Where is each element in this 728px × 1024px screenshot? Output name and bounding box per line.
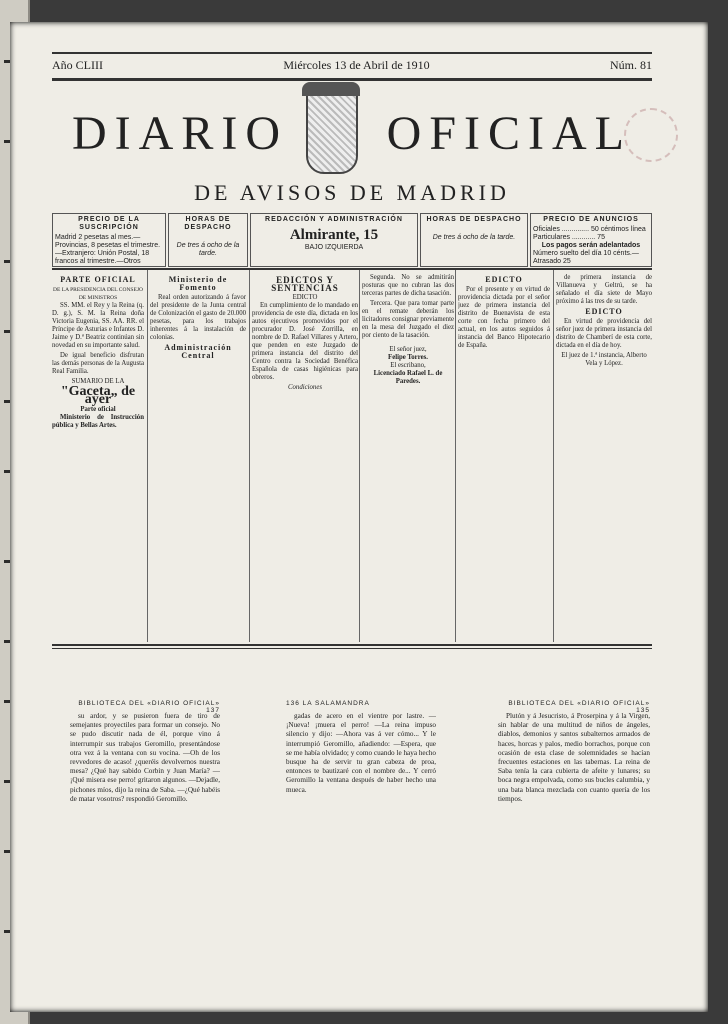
hours-title-right: HORAS DE DESPACHO — [426, 216, 522, 223]
editorial-box — [250, 213, 418, 267]
editorial-title: REDACCIÓN Y ADMINISTRACIÓN — [265, 216, 403, 223]
ads-title: PRECIO DE ANUNCIOS — [543, 216, 639, 223]
ads-line-1: Oficiales .............. 50 céntimos línea — [533, 226, 646, 233]
gaceta-heading: "Gaceta„ de ayer — [60, 384, 136, 407]
feuilleton-header-right: BIBLIOTECA DEL «DIARIO OFICIAL» 135 — [508, 700, 650, 714]
column-6 — [556, 274, 652, 640]
column-1-paragraph-1: SS. MM. el Rey y la Reina (q. D. g.), S. M. la Reina doña Victoria Eugenia, SS. AA. RR. el Príncipe de Asturias e Infantes D. Jaime y D.ª Beatriz continúan sin novedad en su importante salud. — [52, 302, 144, 349]
hours-box-left — [168, 213, 248, 267]
coat-of-arms-icon — [306, 90, 358, 174]
columns-top-rule — [52, 268, 652, 270]
parte-oficial-label: Parte oficial — [80, 406, 116, 413]
column-5-paragraph-1: Por el presente y en virtud de providencia dictada por el señor juez de primera instancia del distrito de Buenavista de esta corte con fecha primero del actual, en los autos seguidos á instancia del Banco Hipotecario de España. — [458, 286, 550, 349]
condiciones-label: Condiciones — [288, 384, 322, 391]
sumario-label: SUMARIO DE LA — [71, 378, 125, 385]
signature-judge-label: El señor juez, — [389, 346, 427, 353]
column-1-paragraph-3: Ministerio de Instrucción pública y Bellas Artes. — [52, 414, 144, 429]
subscription-box — [52, 213, 166, 267]
title-right: OFICIAL — [386, 107, 632, 160]
column-divider — [553, 270, 554, 642]
column-divider — [455, 270, 456, 642]
feuilleton-text-center: gadas de acero en el vientre por lastre. —¡Nueva! ¡muera el perro! —La reina impuso silencio y dijo: —Ahora vas á ver cómo... Y le interrumpió Geromillo, añadiendo: —Espera, que se me había olvidado; y como cuando le haya hecho busque ha de servir tu gran cabeza de proa, entonces te bautizaré con el nombre de... Y cerró Geromillo la ventana después de haber hecho una mueca. — [286, 712, 436, 794]
signature-judge-name: Felipe Torres. — [388, 354, 428, 361]
title-left: DIARIO — [72, 107, 288, 160]
column-6-paragraph-1: de primera instancia de Villanueva y Geltrú, se ha señalado el día siete de Mayo próximo á las tres de su tarde. — [556, 274, 652, 305]
signature-clerk-name: Licenciado Rafael L. de Paredes. — [373, 370, 443, 385]
column-5-heading: EDICTO — [485, 275, 523, 284]
hours-box-right — [420, 213, 528, 267]
year-label: Año CLIII — [52, 58, 103, 72]
edicto-subheading: EDICTO — [292, 294, 318, 301]
column-1-paragraph-2: De igual beneficio disfrutan las demás personas de la Augusta Real Familia. — [52, 352, 144, 375]
column-divider — [249, 270, 250, 642]
subscription-text: Madrid 2 pesetas al mes.—Provincias, 8 pesetas el trimestre.—Extranjero: Unión Postal, 18 francos al trimestre.—Otros — [55, 234, 161, 265]
presidencia-subheading: DE LA PRESIDENCIA DEL CONSEJO DE MINISTROS — [53, 287, 143, 301]
feuilleton-text-right: Plutón y á Jesucristo, á Proserpina y á la Virgen, sin hablar de una multitud de niños de ángeles, diablos, demonios y santos subalternos armados de haces, horcas y palos, medio borrachos, porque con ocasión de esta clase de solemnidades se hacían frecuentes estaciones en las tabernas. La reina de Saba tenía la cara cubierta de afeite y lunares; su boca negra empolvada, como sus bucles calumbia, y una bata blanca mezclada con cuanto quería de los tiempos. — [498, 712, 650, 803]
column-6-heading: EDICTO — [585, 307, 623, 316]
ads-line-2: Particulares ............ 75 — [533, 234, 605, 241]
feuilleton-text-left: su ardor, y se pusieron fuera de tiro de semejantes proyectiles para formar un consejo. No se pudo discutir nada de él, porque vino á interrumpir sus trabajos Geromillo, presentándose otra vez á la ventana con su vocina. —Oh de los revvedores de acaso! ¿queréis devolvernos nuestra mesa? ¿Qué hay sabido Corbin y Juan María? —¡Qué misera ese perro! gritaron algunos. —Dejadle, pichones míos, dijo la reina de Saba. —¿Qué habéis de matar vosotros? respondió Geromillo. — [70, 712, 220, 803]
column-4-paragraph-2: Tercera. Que para tomar parte en el remate deberán los licitadores consignar previamente en la mesa del Juzgado el diez por ciento de la tasación. — [362, 300, 454, 339]
feuilleton-header-center: 136 LA SALAMANDRA — [286, 700, 370, 707]
hours-text-left: De tres á ocho de la tarde. — [176, 242, 240, 257]
feuilleton-column-left — [70, 712, 220, 952]
top-rule — [52, 52, 652, 54]
columns-bottom-rule-thin — [52, 648, 652, 649]
parte-oficial-heading: PARTE OFICIAL — [60, 275, 136, 284]
edictos-heading: EDICTOS Y SENTENCIAS — [271, 275, 339, 293]
subscription-title: PRECIO DE LA SUSCRIPCIÓN — [78, 216, 140, 231]
masthead-rule — [52, 78, 652, 81]
ads-price-box — [530, 213, 652, 267]
column-3 — [252, 274, 358, 640]
editorial-address: Almirante, 15 — [289, 227, 379, 243]
feuilleton-column-right — [498, 712, 650, 952]
column-divider — [359, 270, 360, 642]
feuilleton-header-left: BIBLIOTECA DEL «DIARIO OFICIAL» 137 — [78, 700, 220, 714]
ads-note: Los pagos serán adelantados — [541, 242, 641, 249]
column-2 — [150, 274, 246, 640]
number-label: Núm. 81 — [610, 58, 652, 72]
date-label: Miércoles 13 de Abril de 1910 — [283, 58, 430, 72]
column-4 — [362, 274, 454, 640]
feuilleton-column-center — [286, 712, 436, 952]
library-stamp-icon — [624, 108, 678, 162]
hours-title-left: HORAS DE DESPACHO — [184, 216, 232, 231]
column-5 — [458, 274, 550, 640]
columns-bottom-rule — [52, 644, 652, 646]
column-6-signature: El juez de 1.ª instancia, Alberto Vela y López. — [561, 352, 647, 367]
signature-clerk-label: El escribano, — [390, 362, 426, 369]
column-4-paragraph-1: Segunda. No se admitirán posturas que no cubran las dos terceras partes de dicha tasación. — [362, 274, 454, 297]
admin-central-heading: Administración Central — [164, 343, 232, 360]
masthead-line — [52, 58, 652, 73]
column-2-paragraph-1: Real orden autorizando á favor del presidente de la Junta central de Colonización el gasto de 20.000 pesetas, para los trabajos inherentes á la instalación de colonias. — [150, 294, 246, 341]
newspaper-subtitle: DE AVISOS DE MADRID — [194, 180, 510, 205]
hours-text-right: De tres á ocho de la tarde. — [432, 234, 516, 241]
column-6-paragraph-2: En virtud de providencia del señor juez de primera instancia del distrito de Chamberí de esta corte, dictada en el día de hoy. — [556, 318, 652, 349]
column-1 — [52, 274, 144, 640]
editorial-floor: BAJO IZQUIERDA — [304, 244, 364, 251]
column-divider — [147, 270, 148, 642]
fomento-heading: Ministerio de Fomento — [168, 275, 228, 292]
ads-foot: Número suelto del día 10 cénts.—Atrasado 25 — [533, 250, 639, 265]
column-3-paragraph-1: En cumplimiento de lo mandado en providencia de este día, dictada en los autos ejecutivos promovidos por el procurador D. José Zorrilla, en nombre de D. Rafael Villares y Artero, que penden en este Juzgado de primera instancia del distrito del Centro contra la Sociedad Benéfica Española de casas higiénicas para obreros. — [252, 302, 358, 381]
